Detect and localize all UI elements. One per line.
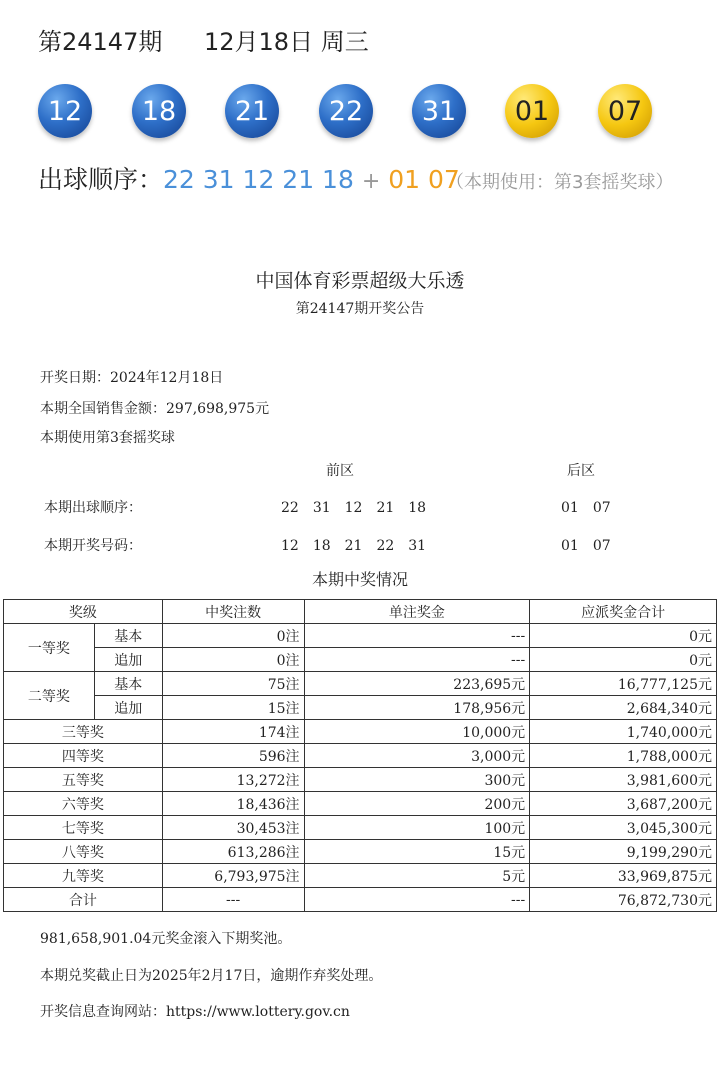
level-cell: 五等奖: [4, 768, 163, 792]
sub-level-cell: 追加: [94, 648, 162, 672]
order-row-front: 22 31 12 21 18: [281, 500, 427, 516]
draw-date-weekday: 12月18日 周三: [204, 28, 369, 56]
table-row: [4, 744, 717, 768]
count-cell: 0注: [162, 648, 304, 672]
table-row: [4, 864, 717, 888]
table-row: [4, 648, 717, 672]
level-cell: 二等奖: [4, 672, 95, 720]
table-row: [4, 672, 717, 696]
sub-level-cell: 基本: [94, 624, 162, 648]
table-row: [4, 816, 717, 840]
prize-cell: 100元: [304, 816, 530, 840]
header-prize: 单注奖金: [304, 600, 530, 624]
total-cell: 1,740,000元: [530, 720, 717, 744]
total-cell: 0元: [530, 648, 717, 672]
total-cell: 76,872,730元: [530, 888, 717, 912]
front-zone-header: 前区: [326, 463, 354, 479]
prize-table: [3, 599, 717, 912]
total-cell: 16,777,125元: [530, 672, 717, 696]
jackpot-rollover: 981,658,901.04元奖金滚入下期奖池。: [40, 931, 292, 947]
prize-cell: 10,000元: [304, 720, 530, 744]
front-ball-2: 18: [132, 84, 186, 138]
front-ball-5: 31: [412, 84, 466, 138]
level-cell: 六等奖: [4, 792, 163, 816]
count-cell: 596注: [162, 744, 304, 768]
level-cell: 一等奖: [4, 624, 95, 672]
winning-balls: [38, 84, 678, 140]
prize-cell: 178,956元: [304, 696, 530, 720]
info-website: 开奖信息查询网站：https://www.lottery.gov.cn: [40, 1004, 350, 1020]
level-cell: 四等奖: [4, 744, 163, 768]
level-cell: 合计: [4, 888, 163, 912]
sales-amount: 本期全国销售金额：297,698,975元: [40, 401, 270, 417]
total-cell: 3,045,300元: [530, 816, 717, 840]
announcement-title: 中国体育彩票超级大乐透: [255, 270, 465, 292]
issue-number: 第24147期: [38, 28, 163, 56]
back-ball-1: 01: [505, 84, 559, 138]
ball-order-front: 22 31 12 21 18: [163, 165, 354, 194]
prize-cell: 5元: [304, 864, 530, 888]
count-cell: 15注: [162, 696, 304, 720]
count-cell: 18,436注: [162, 792, 304, 816]
total-cell: 3,981,600元: [530, 768, 717, 792]
header-level: 奖级: [4, 600, 163, 624]
level-cell: 九等奖: [4, 864, 163, 888]
ball-set-used: 本期使用第3套摇奖球: [40, 430, 175, 446]
total-cell: 0元: [530, 624, 717, 648]
prize-cell: ---: [304, 648, 530, 672]
table-row: [4, 792, 717, 816]
back-ball-2: 07: [598, 84, 652, 138]
draw-date: 开奖日期：2024年12月18日: [40, 370, 224, 386]
order-row-label: 本期出球顺序：: [44, 500, 142, 516]
numbers-row-back: 01 07: [561, 538, 611, 554]
front-ball-4: 22: [319, 84, 373, 138]
announcement-subtitle: 第24147期开奖公告: [295, 301, 425, 317]
count-cell: 6,793,975注: [162, 864, 304, 888]
front-ball-3: 21: [225, 84, 279, 138]
count-cell: 613,286注: [162, 840, 304, 864]
prize-cell: 3,000元: [304, 744, 530, 768]
table-row: [4, 624, 717, 648]
numbers-row-front: 12 18 21 22 31: [281, 538, 427, 554]
count-cell: 0注: [162, 624, 304, 648]
count-cell: 13,272注: [162, 768, 304, 792]
count-cell: 30,453注: [162, 816, 304, 840]
table-row: [4, 696, 717, 720]
count-cell: ---: [162, 888, 304, 912]
prize-cell: ---: [304, 624, 530, 648]
ball-order-back: 01 07: [388, 165, 460, 194]
level-cell: 七等奖: [4, 816, 163, 840]
total-cell: 1,788,000元: [530, 744, 717, 768]
claim-deadline: 本期兑奖截止日为2025年2月17日，逾期作弃奖处理。: [40, 968, 383, 984]
order-row-back: 01 07: [561, 500, 611, 516]
sub-level-cell: 追加: [94, 696, 162, 720]
issue-header: [38, 22, 369, 57]
total-cell: 3,687,200元: [530, 792, 717, 816]
prize-cell: 223,695元: [304, 672, 530, 696]
back-zone-header: 后区: [567, 463, 595, 479]
table-row: [4, 768, 717, 792]
prize-cell: ---: [304, 888, 530, 912]
sub-level-cell: 基本: [94, 672, 162, 696]
winning-section-title: 本期中奖情况: [311, 570, 408, 589]
count-cell: 174注: [162, 720, 304, 744]
header-total: 应派奖金合计: [530, 600, 717, 624]
count-cell: 75注: [162, 672, 304, 696]
table-header-row: [4, 600, 717, 624]
ball-set-note: （本期使用：第3套摇奖球）: [446, 172, 674, 193]
prize-cell: 300元: [304, 768, 530, 792]
plus-sign: +: [361, 169, 381, 194]
table-row: [4, 720, 717, 744]
numbers-row-label: 本期开奖号码：: [44, 538, 142, 554]
front-ball-1: 12: [38, 84, 92, 138]
prize-cell: 15元: [304, 840, 530, 864]
total-cell: 9,199,290元: [530, 840, 717, 864]
total-cell: 2,684,340元: [530, 696, 717, 720]
ball-order-label: 出球顺序：: [38, 165, 164, 194]
total-cell: 33,969,875元: [530, 864, 717, 888]
level-cell: 八等奖: [4, 840, 163, 864]
prize-cell: 200元: [304, 792, 530, 816]
ball-order-line: [38, 160, 674, 196]
table-row: [4, 840, 717, 864]
table-total-row: [4, 888, 717, 912]
header-count: 中奖注数: [162, 600, 304, 624]
level-cell: 三等奖: [4, 720, 163, 744]
